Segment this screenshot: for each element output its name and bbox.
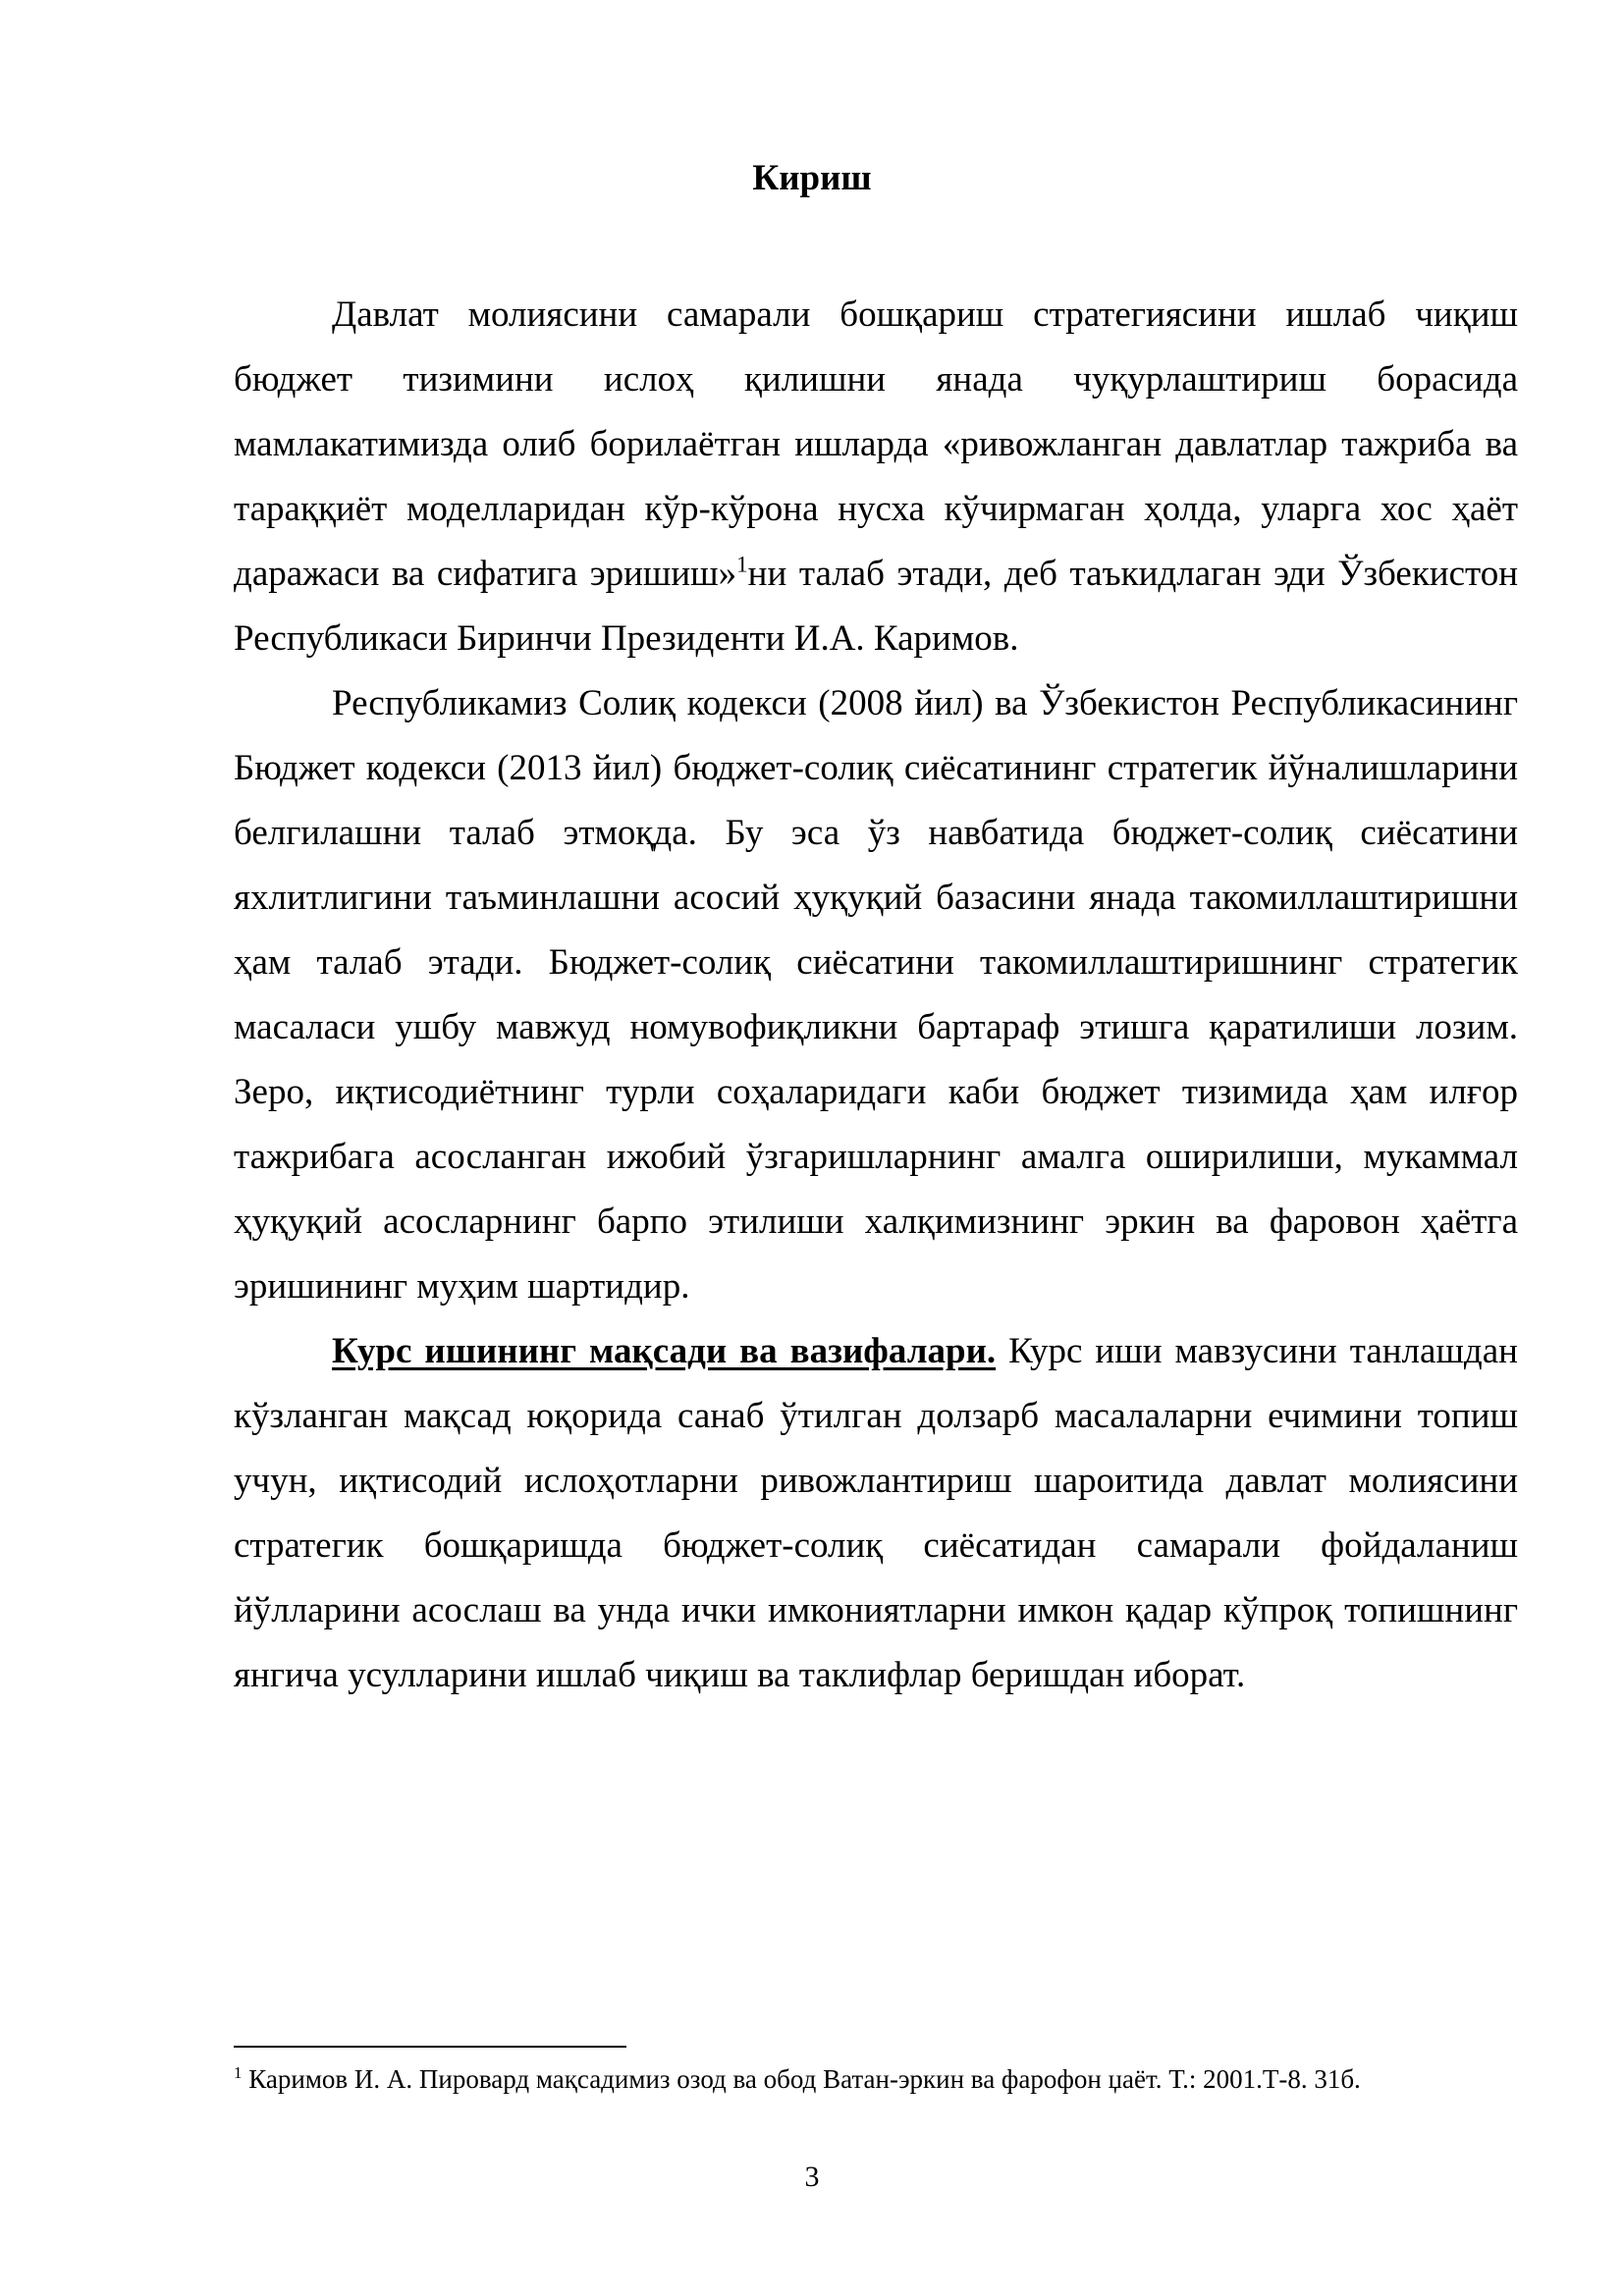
- paragraph-codes-text: Республикамиз Солиқ кодекси (2008 йил) ва Ўзбекистон Республикасининг Бюджет кодекси (2013 йил) бюджет-солиқ сиёсатининг стратегик йўналишларини белгилашни талаб этмоқда. Бу эса ўз навбатида бюджет-солиқ сиёсатини яхлитлигини таъминлашни асосий ҳуқуқий базасини янада такомиллаштиришни ҳам талаб этади. Бюджет-солиқ сиёсатини такомиллаштиришнинг стратегик масаласи ушбу мавжуд номувофиқликни бартараф этишга қаратилиши лозим. Зеро, иқтисодиётнинг турли соҳаларидаги каби бюджет тизимида ҳам илғор тажрибага асосланган ижобий ўзгаришларнинг амалга оширилиши, мукаммал ҳуқуқий асосларнинг барпо этилиши халқимизнинг эркин ва фаровон ҳаётга эришининг муҳим шартидир.: [234, 683, 1518, 1307]
- body-text: [234, 283, 1518, 1708]
- paragraph-intro-text-after: ни талаб этади, деб таъкидлаган эди Ўзбекистон Республикаси Биринчи Президенти И.А. Каримов.: [234, 554, 1518, 659]
- footnote: [234, 2059, 1518, 2099]
- page-title: Кириш: [752, 158, 872, 198]
- page-number: 3: [804, 2161, 820, 2193]
- paragraph-intro-text: Давлат молиясини самарали бошқариш стратегиясини ишлаб чиқиш бюджет тизимини ислоҳ қилишни янада чуқурлаштириш борасида мамлакатимизда олиб борилаётган ишларда «ривожланган давлатлар тажриба ва тараққиёт моделларидан кўр-кўрона нусха кўчирмаган ҳолда, уларга хос ҳаёт даражаси ва сифатига эришиш»: [234, 294, 1518, 594]
- footnote-number: 1: [234, 2063, 243, 2082]
- footnote-separator: [234, 2046, 626, 2048]
- paragraph-codes: [234, 671, 1518, 1319]
- footnote-text: Каримов И. А. Пировард мақсадимиз озод ва обод Ватан-эркин ва фарофон џаёт. Т.: 2001.Т-8. 31б.: [242, 2064, 1361, 2094]
- paragraph-goals-text: Курс иши мавзусини танлашдан кўзланган мақсад юқорида санаб ўтилган долзарб масалаларни ечимини топиш учун, иқтисодий ислоҳотларни ривожлантириш шароитида давлат молиясини стратегик бошқаришда бюджет-солиқ сиёсатидан самарали фойдаланиш йўлларини асослаш ва унда ички имкониятларни имкон қадар кўпроқ топишнинг янгича усулларини ишлаб чиқиш ва таклифлар беришдан иборат.: [234, 1331, 1518, 1695]
- paragraph-goals: [234, 1319, 1518, 1708]
- footnote-reference[interactable]: 1: [736, 552, 748, 577]
- paragraph-intro: [234, 283, 1518, 671]
- goals-heading: Курс ишининг мақсади ва вазифалари.: [332, 1331, 997, 1371]
